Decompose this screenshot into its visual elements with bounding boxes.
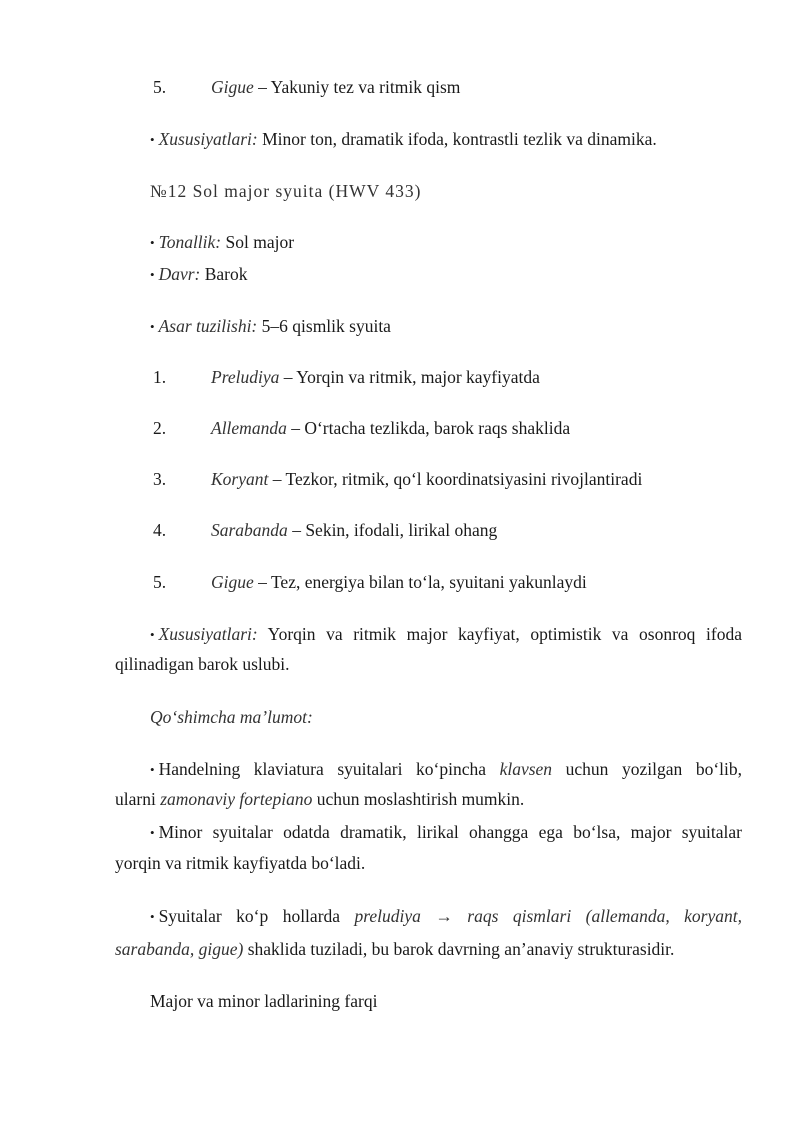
- item-number: 3.: [153, 469, 167, 489]
- item-text: [211, 417, 570, 439]
- item-desc: – Tez, energiya bilan to‘la, syuitani yakunlaydi: [253, 572, 587, 592]
- item-desc: – O‘rtacha tezlikda, barok raqs shaklida: [286, 418, 571, 438]
- item-number: 4.: [153, 520, 167, 540]
- text-run: uchun moslashtirish mumkin.: [312, 789, 525, 809]
- item-desc: – Tezkor, ritmik, qo‘l koordinatsiyasini rivojlantiradi: [268, 469, 643, 489]
- bullet-continuation: [115, 938, 674, 960]
- bullet-icon: •: [150, 235, 155, 250]
- bullet-icon: •: [150, 627, 155, 642]
- bullet-paragraph: [150, 758, 742, 781]
- structure-line: [150, 315, 391, 338]
- extra-info-heading: [150, 706, 313, 728]
- structure-label: Asar tuzilishi:: [158, 316, 258, 336]
- text-run: uchun yozilgan bo‘lib,: [552, 759, 742, 779]
- item-text: [211, 571, 587, 593]
- bullet-paragraph: [150, 821, 742, 844]
- item-name: Allemanda: [211, 418, 287, 438]
- features-label: Xususiyatlari:: [158, 129, 258, 149]
- item-name: Sarabanda: [211, 520, 288, 540]
- features-paragraph: [150, 128, 657, 151]
- bullet-icon: •: [150, 319, 155, 334]
- emphasis: sarabanda, gigue): [115, 939, 244, 959]
- tonality-label: Tonallik:: [158, 232, 222, 252]
- text-run: ularni: [115, 789, 161, 809]
- item-desc: – Yorqin va ritmik, major kayfiyatda: [279, 367, 540, 387]
- structure-value: 5–6 qismlik syuita: [257, 316, 391, 336]
- bullet-icon: •: [150, 909, 155, 924]
- bullet-paragraph: [150, 905, 742, 928]
- section-heading: №12 Sol major syuita (HWV 433): [150, 181, 422, 201]
- item-number: 2.: [153, 418, 167, 438]
- features-continuation: qilinadigan barok uslubi.: [115, 654, 290, 674]
- item-number: 5.: [153, 77, 167, 97]
- text-run: Handelning klaviatura syuitalari ko‘pincha: [158, 759, 500, 779]
- item-name: Gigue: [211, 572, 254, 592]
- emphasis: klavsen: [499, 759, 553, 779]
- bullet-icon: •: [150, 825, 155, 840]
- item-name: Koryant: [211, 469, 269, 489]
- emphasis: preludiya → raqs qismlari (allemanda, koryant,: [354, 906, 742, 926]
- period-line: [150, 263, 248, 286]
- bullet-icon: •: [150, 132, 155, 147]
- bullet-icon: •: [150, 762, 155, 777]
- text-run: Minor syuitalar odatda dramatik, lirikal ohangga ega bo‘lsa, major syuitalar: [158, 822, 742, 842]
- features-paragraph: [150, 623, 742, 646]
- features-text: Minor ton, dramatik ifoda, kontrastli tezlik va dinamika.: [257, 129, 657, 149]
- item-text: [211, 468, 642, 490]
- item-desc: – Yakuniy tez va ritmik qism: [253, 77, 461, 97]
- final-heading: Major va minor ladlarining farqi: [150, 991, 378, 1011]
- item-desc: – Sekin, ifodali, lirikal ohang: [287, 520, 498, 540]
- bullet-continuation: yorqin va ritmik kayfiyatda bo‘ladi.: [115, 853, 366, 873]
- tonality-value: Sol major: [221, 232, 295, 252]
- item-name: Gigue: [211, 77, 254, 97]
- features-text: Yorqin va ritmik major kayfiyat, optimistik va osonroq ifoda: [257, 624, 742, 644]
- item-text: [211, 76, 460, 98]
- tonality-line: [150, 231, 294, 254]
- features-label: Xususiyatlari:: [158, 624, 258, 644]
- item-number: 1.: [153, 367, 167, 387]
- bullet-continuation: [115, 788, 524, 810]
- text-run: Syuitalar ko‘p hollarda: [158, 906, 355, 926]
- item-number: 5.: [153, 572, 167, 592]
- period-value: Barok: [200, 264, 248, 284]
- item-text: [211, 519, 497, 541]
- item-text: [211, 366, 540, 388]
- period-label: Davr:: [158, 264, 201, 284]
- emphasis: zamonaviy fortepiano: [160, 789, 313, 809]
- item-name: Preludiya: [211, 367, 280, 387]
- bullet-icon: •: [150, 267, 155, 282]
- extra-heading-text: Qo‘shimcha ma’lumot:: [150, 707, 313, 727]
- text-run: shaklida tuziladi, bu barok davrning an’anaviy strukturasidir.: [243, 939, 675, 959]
